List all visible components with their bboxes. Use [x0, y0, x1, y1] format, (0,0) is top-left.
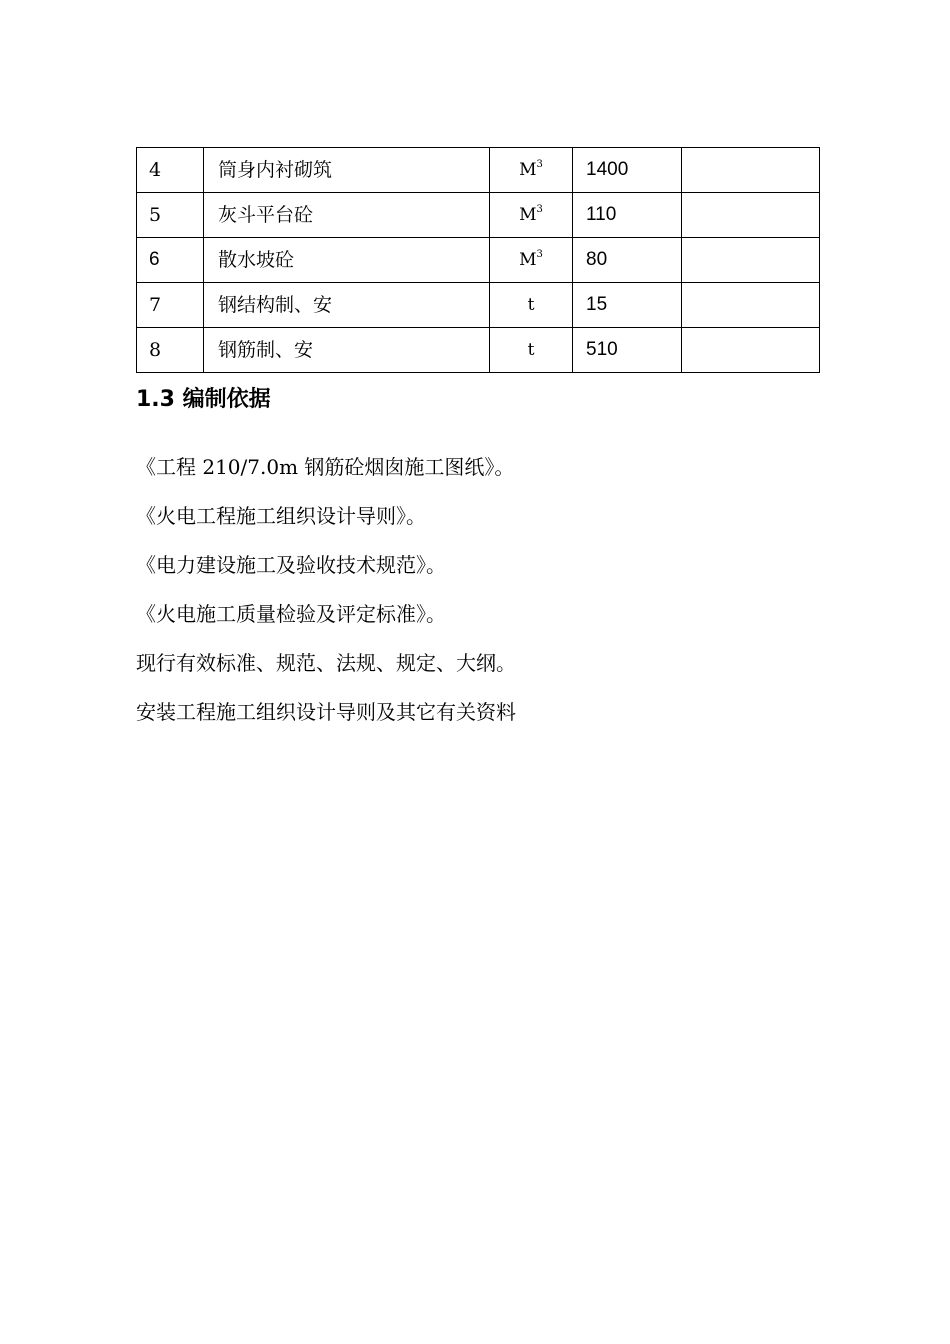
section-heading: 1.3 编制依据	[136, 387, 271, 412]
unit: M	[519, 205, 537, 225]
quantity: 15	[573, 283, 682, 328]
unit: M	[519, 160, 537, 180]
unit-cell	[490, 328, 573, 373]
item-name: 钢筋制、安	[204, 328, 490, 373]
item-name: 灰斗平台砼	[204, 193, 490, 238]
unit-cell	[490, 193, 573, 238]
unit-cell	[490, 148, 573, 193]
item-name: 钢结构制、安	[204, 283, 490, 328]
row-number: 7	[137, 283, 204, 328]
note	[682, 193, 820, 238]
table-row	[137, 148, 820, 193]
quantity-table	[136, 147, 820, 373]
table-row	[137, 193, 820, 238]
table-row	[137, 328, 820, 373]
row-number: 4	[137, 148, 204, 193]
list-item: 《工程 210/7.0m 钢筋砼烟囱施工图纸》。	[136, 455, 515, 479]
row-number: 5	[137, 193, 204, 238]
quantity: 1400	[573, 148, 682, 193]
note	[682, 148, 820, 193]
quantity: 510	[573, 328, 682, 373]
quantity: 110	[573, 193, 682, 238]
unit: t	[527, 295, 535, 315]
item-name: 散水坡砼	[204, 238, 490, 283]
list-item: 《火电工程施工组织设计导则》。	[136, 504, 426, 528]
item-name: 筒身内衬砌筑	[204, 148, 490, 193]
table-row	[137, 238, 820, 283]
list-item: 《电力建设施工及验收技术规范》。	[136, 553, 446, 577]
table-row	[137, 283, 820, 328]
unit-exponent: 3	[536, 249, 543, 260]
row-number: 6	[137, 238, 204, 283]
reference-list	[136, 448, 516, 742]
unit-exponent: 3	[536, 159, 543, 170]
list-item: 《火电施工质量检验及评定标准》。	[136, 602, 446, 626]
unit: M	[519, 250, 537, 270]
unit-exponent: 3	[536, 204, 543, 215]
row-number: 8	[137, 328, 204, 373]
note	[682, 238, 820, 283]
unit-cell	[490, 238, 573, 283]
unit: t	[527, 340, 535, 360]
list-item: 现行有效标准、规范、法规、规定、大纲。	[136, 651, 516, 675]
quantity: 80	[573, 238, 682, 283]
note	[682, 283, 820, 328]
unit-cell	[490, 283, 573, 328]
list-item: 安装工程施工组织设计导则及其它有关资料	[136, 700, 516, 724]
note	[682, 328, 820, 373]
